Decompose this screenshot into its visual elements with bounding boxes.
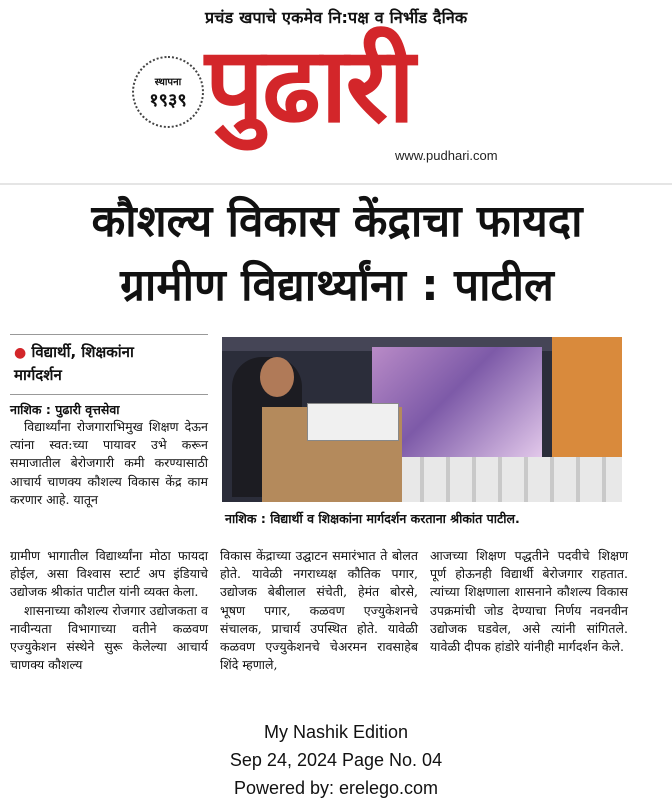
website-link[interactable]: www.pudhari.com [395,148,498,163]
photo-audience [372,457,622,502]
date-page-label: Sep 24, 2024 Page No. 04 [229,750,443,770]
kicker-box [10,334,208,395]
headline-line-2: ग्रामीण विद्यार्थ्यांना : पाटील [120,260,554,311]
kicker-line-2: मार्गदर्शन [14,366,62,384]
masthead [0,0,672,178]
event-photo [222,337,622,502]
column-3-paragraph: आजच्या शिक्षण पद्धतीने पदवीचे शिक्षण पूर्ण होऊनही विद्यार्थी बेरोजगार राहतात. त्यांच्या शिक्षणाला शासनाने कौशल्य विकास उपक्रमांची जोड देण्याचा निर्णय नवनवीन उद्योजक घडवेल, असे त्यांनी सांगितले. यावेळी दीपक हांडोरे यांनीही मार्गदर्शन केले. [430,548,628,655]
seal-label: स्थापना [154,77,182,88]
article-column-1 [10,547,208,674]
kicker-line-1: विद्यार्थी, शिक्षकांना [31,343,134,361]
column-1-paragraph-1: ग्रामीण भागातील विद्यार्थ्यांना मोठा फायदा होईल, असा विश्वास स्टार्ट अप इंडियाचे उद्योजक श्रीकांत पाटील यांनी व्यक्त केला. [10,548,208,600]
column-1-paragraph-2: शासनाच्या कौशल्य रोजगार उद्योजकता व नावीन्यता विभागाच्या वतीने कळवण एज्युकेशन संस्थेने सुरू केलेल्या आचार्य चाणक्य कौशल्य [10,602,208,673]
powered-by-label: Powered by: erelego.com [233,778,439,798]
dateline: नाशिक : पुढारी वृत्तसेवा [10,402,120,417]
photo-caption: नाशिक : विद्यार्थी व शिक्षकांना मार्गदर्शन करताना श्रीकांत पाटील. [225,511,520,526]
masthead-tagline: प्रचंड खपाचे एकमेव नि:पक्ष व निर्भीड दैनिक [205,8,468,27]
column-2-paragraph: विकास केंद्राच्या उद्घाटन समारंभात ते बोलत होते. यावेळी नगराध्यक्ष कौतिक पगार, उद्योजक बेबीलाल संचेती, हेमंत बोरसे, भूषण पगार, कळवण एज्युकेशनचे संचालक, प्राचार्य उपस्थित होते. यावेळी कळवण एज्युकेशनचे चेअरमन रावसाहेब शिंदे म्हणाले, [220,548,418,673]
photo-wall [552,337,622,457]
photo-speaker-head [260,357,294,397]
masthead-divider [0,183,672,185]
established-seal [132,56,204,128]
edition-label: My Nashik Edition [263,722,409,742]
photo-podium-top [307,403,399,441]
seal-year: १९३९ [149,90,187,111]
kicker [14,341,204,386]
intro-column [10,334,208,509]
article-column-3 [430,547,628,656]
bullet-icon: ● [14,345,27,361]
newspaper-logo: पुढारी [205,24,414,146]
article-column-2 [220,547,418,674]
headline-line-1: कौशल्य विकास केंद्राचा फायदा [91,196,583,247]
lead-paragraph: विद्यार्थ्यांना रोजगाराभिमुख शिक्षण देऊन त्यांना स्वत:च्या पायावर उभे करून समाजातील बेरोजगारी कमी करण्यासाठी आचार्य चाणक्य कौशल्य विकास केंद्र काम करणार आहे. यातून [10,419,208,507]
